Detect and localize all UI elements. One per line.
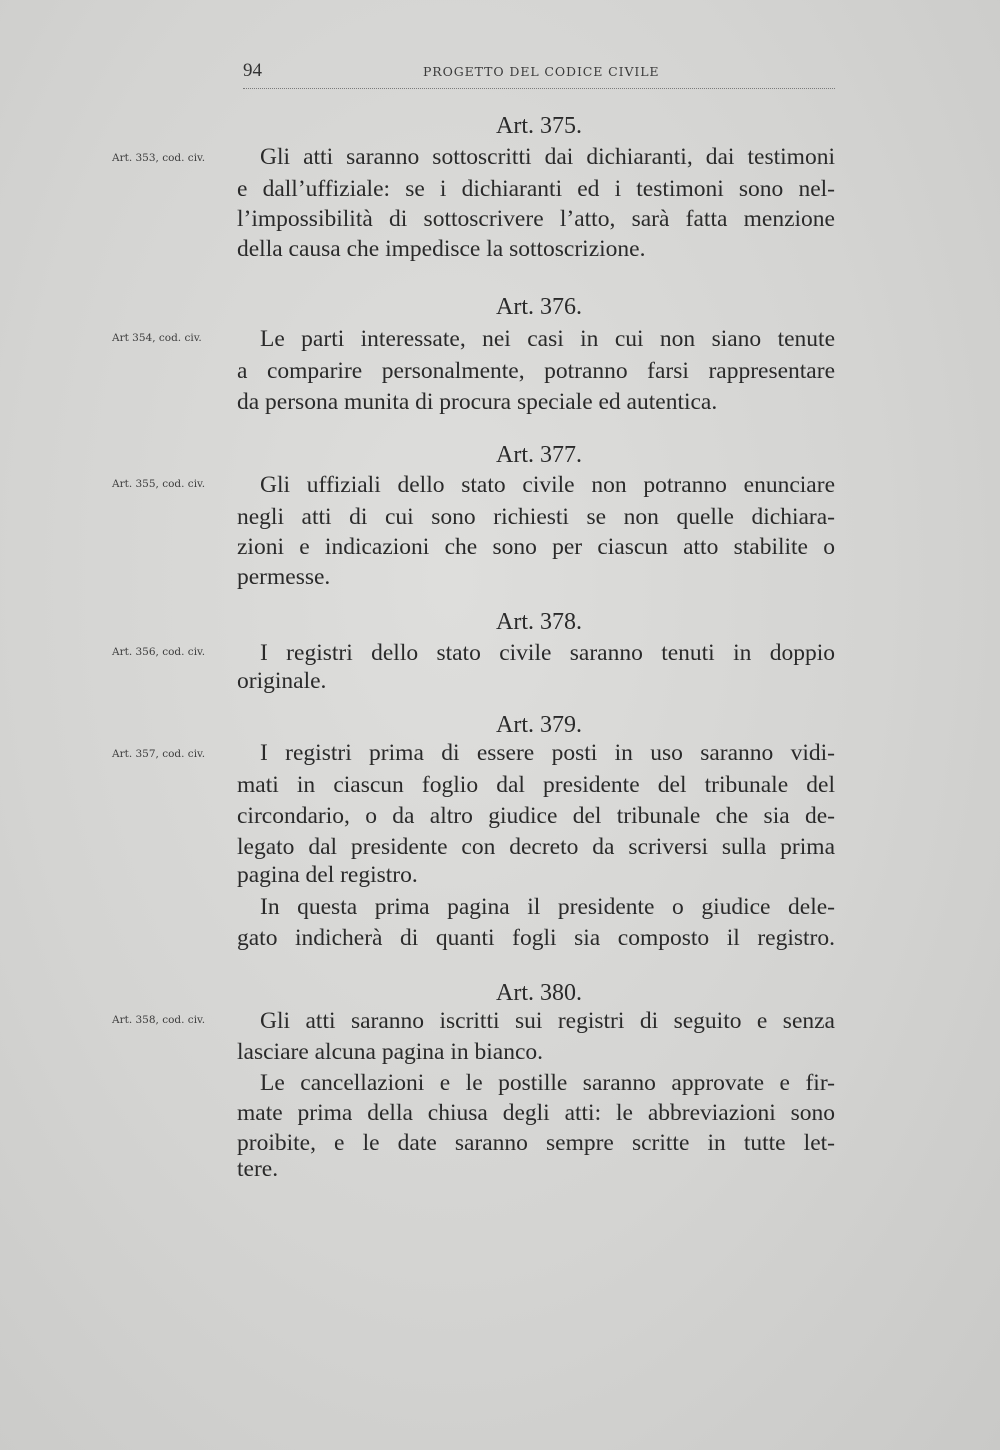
article-heading: Art. 379. xyxy=(496,712,582,738)
text-line: legato dal presidente con decreto da scriversi sulla prima xyxy=(237,834,835,860)
text-line: gato indicherà di quanti fogli sia composto il registro. xyxy=(237,925,835,951)
text-line: a comparire personalmente, potranno farsi rappresentare xyxy=(237,358,835,384)
marginal-reference: Art. 356, cod. civ. xyxy=(112,646,206,658)
text-line: mati in ciascun foglio dal presidente del tribunale del xyxy=(237,772,835,798)
text-line: lasciare alcuna pagina in bianco. xyxy=(237,1039,544,1065)
article-heading: Art. 378. xyxy=(496,609,582,635)
marginal-reference: Art. 355, cod. civ. xyxy=(112,478,206,490)
text-line: Gli uffiziali dello stato civile non potranno enunciare xyxy=(260,472,835,498)
text-line: tere. xyxy=(237,1156,279,1182)
text-line: e dall’uffiziale: se i dichiaranti ed i testimoni sono nel- xyxy=(237,176,835,202)
text-line: pagina del registro. xyxy=(237,862,418,888)
text-line: permesse. xyxy=(237,564,331,590)
running-title: PROGETTO DEL CODICE CIVILE xyxy=(423,64,660,79)
text-line: In questa prima pagina il presidente o giudice dele- xyxy=(260,894,835,920)
text-line: Le cancellazioni e le postille saranno approvate e fir- xyxy=(260,1070,835,1096)
text-line: Gli atti saranno sottoscritti dai dichiaranti, dai testimoni xyxy=(260,144,835,170)
text-line: zioni e indicazioni che sono per ciascun atto stabilite o xyxy=(237,534,835,560)
article-heading: Art. 376. xyxy=(496,294,582,320)
text-line: Le parti interessate, nei casi in cui non siano tenute xyxy=(260,326,835,352)
text-line: da persona munita di procura speciale ed autentica. xyxy=(237,389,718,415)
article-heading: Art. 380. xyxy=(496,980,582,1006)
text-line: negli atti di cui sono richiesti se non quelle dichiara- xyxy=(237,504,835,530)
text-line: originale. xyxy=(237,668,327,694)
marginal-reference: Art 354, cod. civ. xyxy=(112,332,202,344)
article-heading: Art. 377. xyxy=(496,442,582,468)
marginal-reference: Art. 357, cod. civ. xyxy=(112,748,206,760)
text-line: mate prima della chiusa degli atti: le abbreviazioni sono xyxy=(237,1100,835,1126)
text-line: della causa che impedisce la sottoscrizione. xyxy=(237,236,646,262)
text-line: proibite, e le date saranno sempre scritte in tutte let- xyxy=(237,1130,835,1156)
text-line: I registri dello stato civile saranno tenuti in doppio xyxy=(260,640,835,666)
text-line: circondario, o da altro giudice del tribunale che sia de- xyxy=(237,803,835,829)
marginal-reference: Art. 353, cod. civ. xyxy=(112,152,206,164)
running-head xyxy=(243,58,835,89)
marginal-reference: Art. 358, cod. civ. xyxy=(112,1014,206,1026)
text-line: Gli atti saranno iscritti sui registri di seguito e senza xyxy=(260,1008,835,1034)
article-heading: Art. 375. xyxy=(496,113,582,139)
page-number: 94 xyxy=(243,60,262,81)
text-line: I registri prima di essere posti in uso saranno vidi- xyxy=(260,740,835,766)
text-line: l’impossibilità di sottoscrivere l’atto, sarà fatta menzione xyxy=(237,206,835,232)
